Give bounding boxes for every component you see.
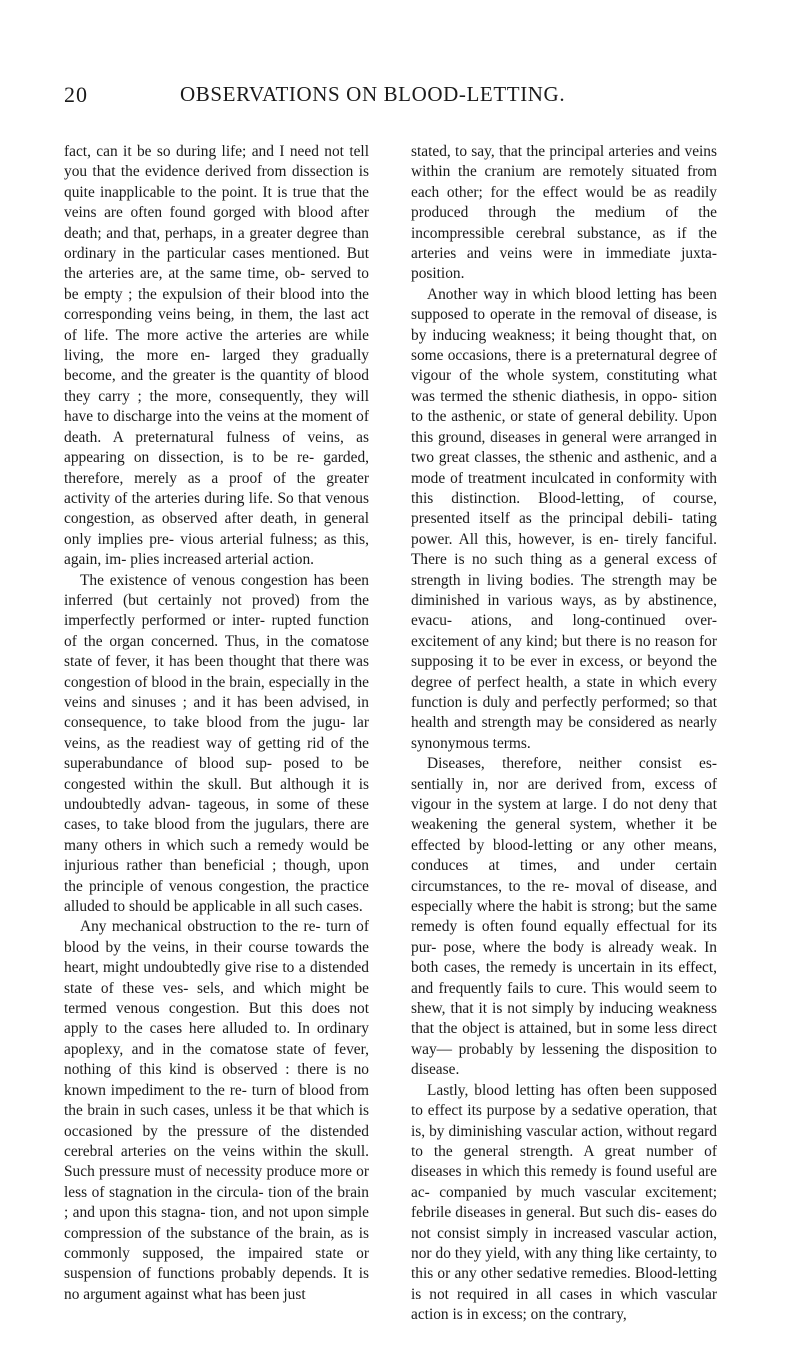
page-header	[64, 82, 736, 118]
left-text-column	[64, 142, 369, 1305]
paragraph: Diseases, therefore, neither consist es- sentially in, nor are derived from, excess of vigour in the system at large. I do not deny that weakening the general system, whether it be effected by blood-letting or any other means, conduces at times, and under certain circumstances, to the re- moval of disease, and especially where the habit is strong; but the same remedy is often found equally effectual for its pur- pose, where the body is already weak. In both cases, the remedy is uncertain in its effect, and frequently fails to cure. This would seem to shew, that it is not simply by inducing weakness that the object is attained, but in some less direct way— probably by lessening the disposition to disease.	[411, 755, 717, 1079]
page-number: 20	[64, 82, 88, 107]
paragraph: The existence of venous congestion has been inferred (but certainly not proved) from the imperfectly performed or inter- rupted function of the organ concerned. Thus, in the comatose state of fever, it has been thought that there was congestion of blood in the brain, especially in the veins and sinuses ; and it has been advised, in consequence, to take blood from the jugu- lar veins, as the readiest way of getting rid of the superabundance of blood sup- posed to be congested within the skull. But although it is undoubtedly advan- tageous, in some of these cases, to take blood from the jugulars, there are many others in which such a remedy would be injurious rather than beneficial ; though, upon the principle of venous congestion, the practice alluded to should be applicable in all such cases.	[64, 571, 369, 916]
paragraph: Lastly, blood letting has often been supposed to effect its purpose by a sedative operation, that is, by diminishing vascular action, without regard to the general strength. A great number of diseases in which this remedy is found useful are ac- companied by much vascular excitement; febrile diseases in general. But such dis- eases do not consist simply in increased vascular action, nor do they yield, with any thing like certainty, to this or any other sedative remedies. Blood-letting is not required in all cases in which vascular action is in excess; on the contrary,	[411, 1081, 717, 1324]
right-text-column	[411, 142, 717, 1326]
paragraph: Another way in which blood letting has been supposed to operate in the removal of disease, is by inducing weakness; it being thought that, on some occasions, there is a preternatural degree of vigour of the whole system, constituting what was termed the sthenic diathesis, in oppo- sition to the asthenic, or state of general debility. Upon this ground, diseases in general were arranged in two great classes, the sthenic and asthenic, and a mode of treatment inculcated in conformity with this distinction. Blood-letting, of course, presented itself as the principal debili- tating power. All this, however, is en- tirely fanciful. There is no such thing as a general excess of strength in living bodies. The strength may be diminished in various ways, as by abstinence, evacu- ations, and long-continued over-excitement of any kind; but there is no reason for supposing it to be ever in excess, or beyond the degree of perfect health, a state in which every function is duly and perfectly performed; so that health and strength may be considered as nearly synonymous terms.	[411, 285, 717, 752]
running-title: OBSERVATIONS ON BLOOD-LETTING.	[180, 82, 566, 106]
paragraph: fact, can it be so during life; and I need not tell you that the evidence derived from dissection is quite inapplicable to the point. It is true that the veins are often found gorged with blood after death; and that, perhaps, in a greater degree than ordinary in the particular cases mentioned. But the arteries are, at the same time, ob- served to be empty ; the expulsion of their blood into the corresponding veins being, in them, the last act of life. The more active the arteries are while living, the more en- larged they gradually become, and the greater is the quantity of blood they carry ; the more, consequently, they will have to discharge into the veins at the moment of death. A preternatural fulness of veins, as appearing on dissection, is to be re- garded, therefore, merely as a proof of the greater activity of the arteries during life. So that venous congestion, as observed after death, in general only implies pre- vious arterial fulness; as this, again, im- plies increased arterial action.	[64, 143, 369, 569]
paragraph: stated, to say, that the principal arteries and veins within the cranium are remotely situated from each other; for the effect would be as readily produced through the medium of the incompressible cerebral substance, as if the arteries and veins were in immediate juxta-position.	[411, 143, 717, 283]
paragraph: Any mechanical obstruction to the re- turn of blood by the veins, in their course towards the heart, might undoubtedly give rise to a distended state of these ves- sels, and which might be termed venous congestion. But this does not apply to the cases here alluded to. In ordinary apoplexy, and in the comatose state of fever, nothing of this kind is observed : there is no known impediment to the re- turn of blood from the brain in such cases, unless it be that which is occasioned by the pressure of the distended cerebral arteries on the veins within the skull. Such pressure must of necessity produce more or less of stagnation in the circula- tion of the brain ; and upon this stagna- tion, and not upon simple compression of the substance of the brain, as is commonly supposed, the impaired state or suspension of functions probably depends. It is no argument against what has been just	[64, 918, 369, 1303]
